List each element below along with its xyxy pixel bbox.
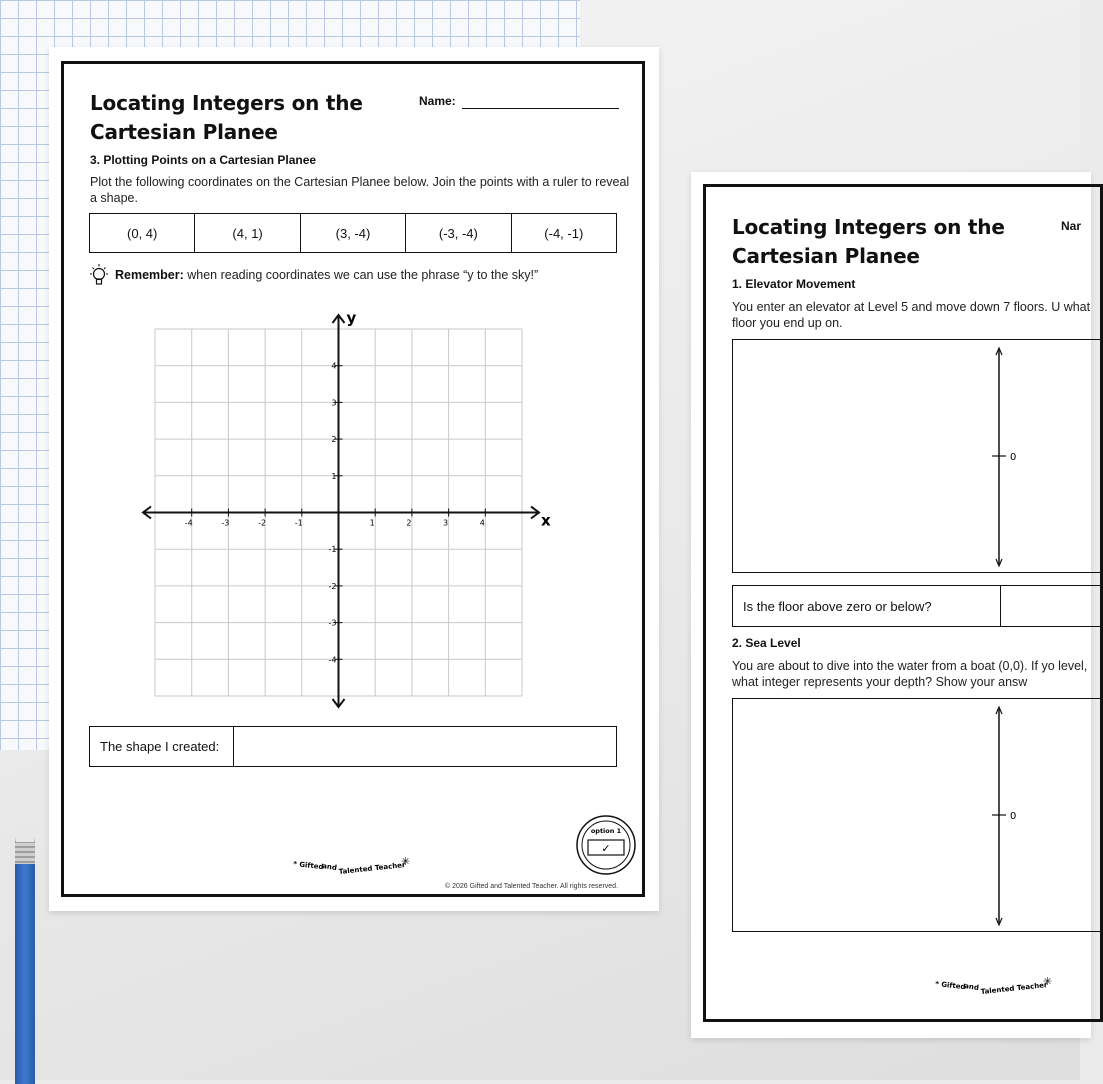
remember-tip	[115, 268, 538, 282]
copyright: © 2026 Gifted and Talented Teacher. All rights reserved.	[445, 883, 619, 890]
x-tick-label: 1	[369, 518, 375, 528]
y-tick-label: -4	[328, 655, 337, 665]
svg-text:Talented Teacher: Talented Teacher	[338, 861, 406, 876]
x-tick-label: -3	[221, 518, 230, 528]
y-tick-label: 3	[331, 398, 337, 408]
x-tick-label: 2	[406, 518, 412, 528]
x-tick-label: 4	[479, 518, 485, 528]
number-line-box-sea-level[interactable]	[732, 698, 1102, 932]
worksheet-integers-number-line	[691, 172, 1091, 1038]
plane-axes	[143, 315, 539, 707]
coordinate-cell: (0, 4)	[90, 214, 195, 253]
y-tick-label: -2	[328, 581, 337, 591]
question-box	[732, 585, 1102, 627]
coordinate-cell: (4, 1)	[195, 214, 300, 253]
brand-logo	[289, 847, 419, 881]
cartesian-plane[interactable]	[137, 307, 549, 715]
pencil	[14, 820, 36, 1080]
name-label-partial: Nar	[1061, 219, 1082, 233]
check-icon: ✓	[601, 842, 611, 855]
svg-text:✳: ✳	[1043, 975, 1053, 988]
name-field[interactable]	[462, 94, 619, 109]
x-tick-label: -4	[184, 518, 193, 528]
coordinate-cell: (-4, -1)	[511, 214, 616, 253]
y-tick-label: 1	[331, 471, 337, 481]
lightbulb-icon	[88, 263, 110, 289]
shape-answer-field[interactable]	[234, 727, 616, 766]
y-tick-label: -1	[328, 545, 337, 555]
instructions: Plot the following coordinates on the Cartesian Planee below. Join the points with a ruler to reveal a shape.	[90, 175, 630, 205]
svg-text:✳: ✳	[401, 855, 411, 868]
svg-text:and: and	[963, 982, 980, 993]
brand-logo	[931, 967, 1061, 1001]
x-tick-label: -2	[258, 518, 267, 528]
y-tick-label: 2	[331, 435, 337, 445]
zero-label: 0	[1010, 452, 1017, 463]
shape-answer-box	[89, 726, 617, 767]
svg-text:* Gifted: * Gifted	[934, 980, 966, 992]
coordinate-cell: (-3, -4)	[406, 214, 511, 253]
section-heading-elevator: 1. Elevator Movement	[732, 277, 856, 291]
plane-labels	[185, 309, 551, 664]
x-tick-label: -1	[294, 518, 303, 528]
section-heading: 3. Plotting Points on a Cartesian Planee	[90, 153, 317, 167]
elevator-instructions: You enter an elevator at Level 5 and move down 7 floors. U what floor you end up on.	[732, 300, 1091, 330]
section-heading-sea-level: 2. Sea Level	[732, 636, 801, 650]
remember-label: Remember:	[115, 268, 184, 282]
y-tick-label: 4	[331, 361, 337, 371]
x-tick-label: 3	[443, 518, 449, 528]
name-label: Name:	[419, 94, 456, 108]
sea-level-instructions: You are about to dive into the water from a boat (0,0). If yo level, what integer represents your depth? Show your answ	[732, 659, 1088, 689]
x-axis-label: x	[541, 511, 551, 530]
number-line-box-elevator[interactable]	[732, 339, 1102, 573]
y-tick-label: -3	[328, 618, 337, 628]
svg-text:and: and	[321, 862, 338, 873]
worksheet-plotting-points	[49, 47, 659, 911]
worksheet-title: Locating Integers on the Cartesian Planee	[732, 215, 1005, 268]
svg-text:Talented Teacher: Talented Teacher	[980, 981, 1048, 996]
stamp-title: option 1	[590, 827, 622, 835]
y-axis-label: y	[346, 309, 357, 327]
question-label: Is the floor above zero or below?	[733, 586, 1001, 626]
coordinate-cell: (3, -4)	[300, 214, 405, 253]
coordinates-table	[89, 213, 617, 253]
shape-answer-label: The shape I created:	[90, 727, 234, 766]
zero-label: 0	[1010, 811, 1017, 822]
svg-text:* Gifted: * Gifted	[292, 860, 324, 872]
worksheet-title: Locating Integers on the Cartesian Planee	[90, 91, 363, 144]
option-stamp	[575, 815, 637, 880]
remember-text: when reading coordinates we can use the phrase “y to the sky!”	[183, 268, 539, 282]
question-answer-field[interactable]	[1001, 586, 1101, 626]
